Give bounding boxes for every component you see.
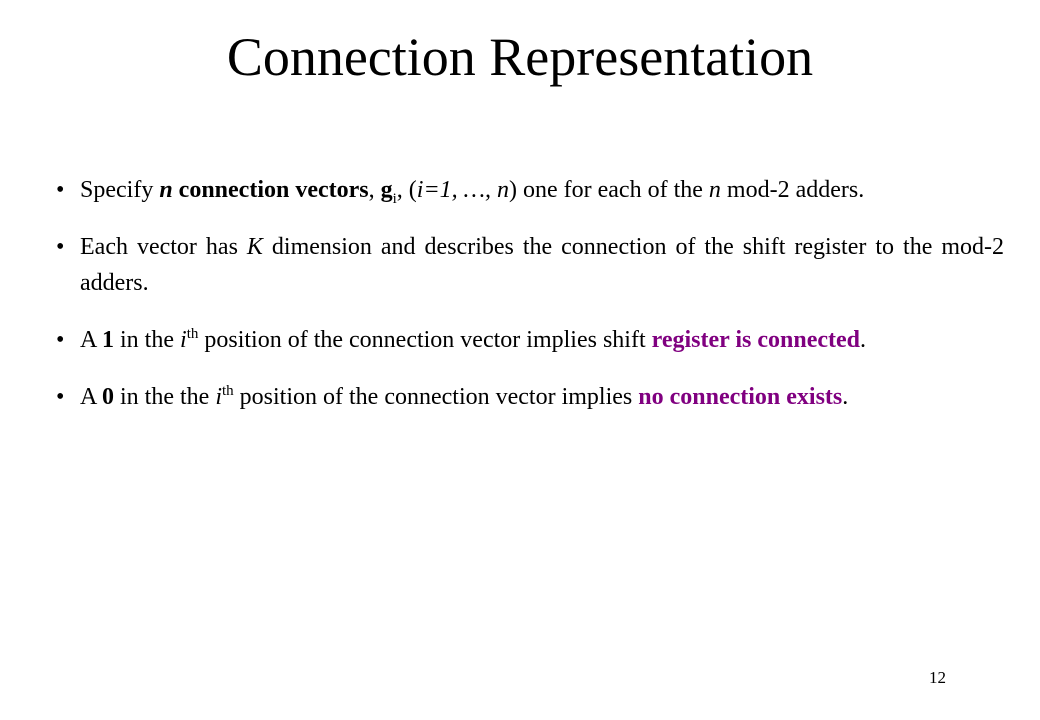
var-n: n xyxy=(708,177,721,203)
text: in the the xyxy=(114,384,216,410)
bullet-dot: • xyxy=(56,177,65,203)
highlight-no-connection: no connection exists xyxy=(638,384,843,410)
text: dimension and describes the connection of the shift register to the mod-2 adders. xyxy=(80,234,1004,296)
text: ) one for each of the xyxy=(509,177,709,203)
page-number: 12 xyxy=(929,668,946,687)
superscript-th: th xyxy=(186,326,199,342)
bullet-dot: • xyxy=(56,384,65,410)
index-range: i=1, …, n xyxy=(416,177,509,203)
text: . xyxy=(842,384,849,410)
text: in the xyxy=(114,327,181,353)
highlight-register-connected: register is connected xyxy=(651,327,861,353)
text: position of the connection vector implies shift xyxy=(198,327,652,353)
bullet-list xyxy=(56,172,1004,436)
text: , xyxy=(368,177,381,203)
superscript-th: th xyxy=(222,383,234,399)
bullet-connection-vectors xyxy=(56,172,1004,208)
bullet-vector-dimension xyxy=(56,229,1004,301)
text: position of the connection vector implies xyxy=(233,384,639,410)
var-i: i xyxy=(215,384,222,410)
slide-title: Connection Representation xyxy=(226,27,814,87)
text: A xyxy=(80,327,103,353)
text: . xyxy=(860,327,867,353)
var-n: n xyxy=(159,177,173,203)
bullet-zero-no-connection xyxy=(56,379,1004,415)
text: A xyxy=(80,384,103,410)
text: mod-2 adders. xyxy=(720,177,865,203)
text: Each vector has xyxy=(80,234,247,260)
bullet-one-connected xyxy=(56,322,1004,358)
value-zero: 0 xyxy=(102,384,115,410)
text: Specify xyxy=(80,177,160,203)
text: , ( xyxy=(396,177,417,203)
bullet-dot: • xyxy=(56,234,65,260)
term-connection-vectors: connection vectors xyxy=(178,177,369,203)
var-k: K xyxy=(246,234,263,260)
subscript-i: i xyxy=(392,190,397,207)
value-one: 1 xyxy=(102,327,115,353)
var-i: i xyxy=(180,327,187,353)
bullet-dot: • xyxy=(56,327,65,353)
var-g: g xyxy=(380,177,393,203)
